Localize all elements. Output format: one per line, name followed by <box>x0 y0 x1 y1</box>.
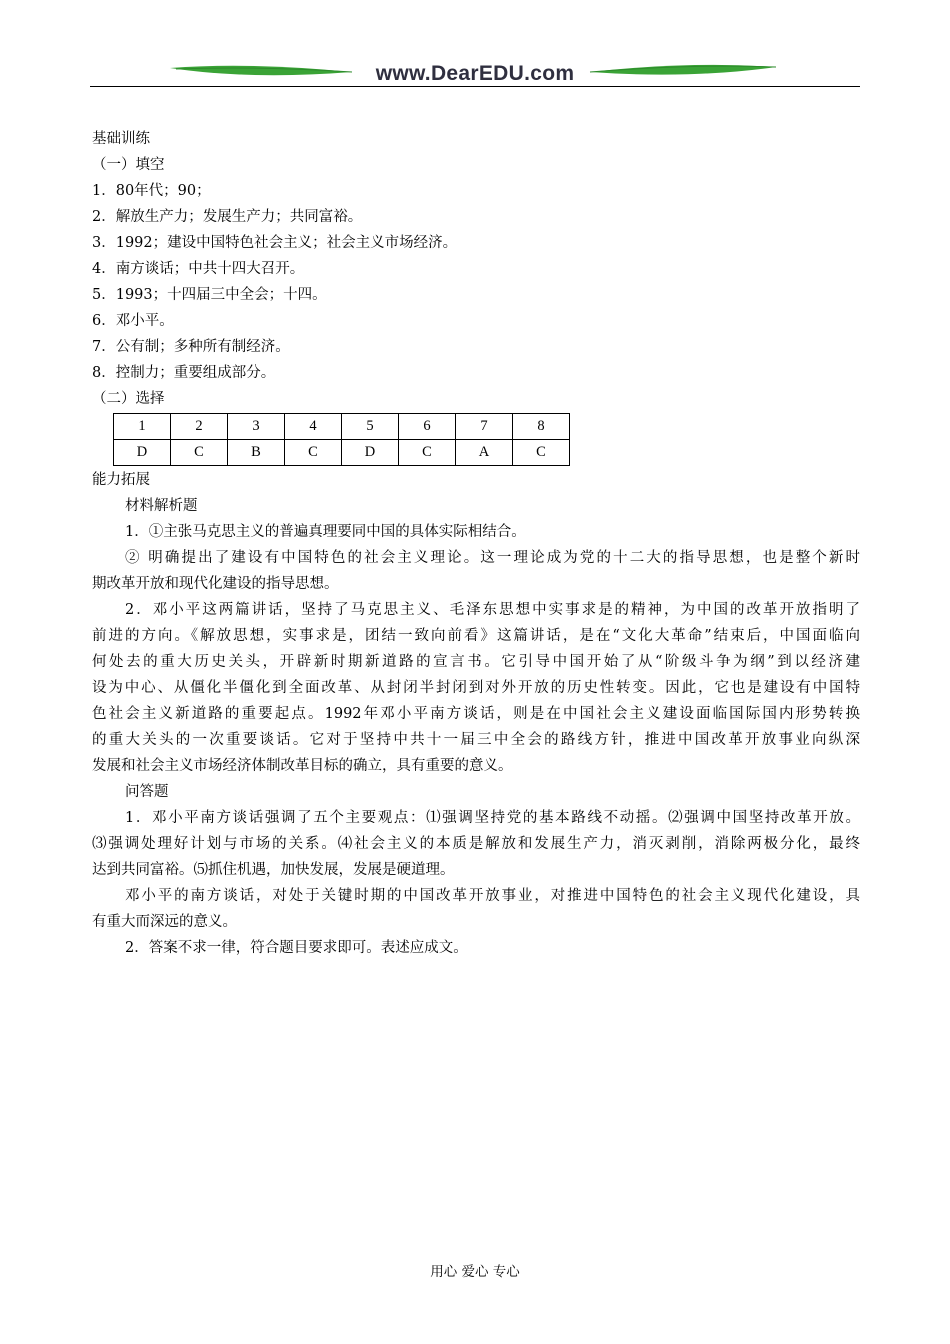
qa-title: 问答题 <box>125 784 169 800</box>
fill-item: 7．公有制；多种所有制经济。 <box>92 339 290 355</box>
choice-answer-table <box>113 413 570 466</box>
fill-item: 1．80年代；90； <box>92 183 211 199</box>
material-line: ② 明确提出了建设有中国特色的社会主义理论。这一理论成为党的十二大的指导思想，也是整个新时 <box>125 550 860 566</box>
material-line: 期改革开放和现代化建设的指导思想。 <box>92 576 339 592</box>
section-title-basic: 基础训练 <box>92 131 150 147</box>
material-line: 设为中心、从僵化半僵化到全面改革、从封闭半封闭到对外开放的历史性转变。因此，它也是建设有中国特 <box>92 680 860 696</box>
table-cell: C <box>399 440 456 466</box>
fill-item: 8．控制力；重要组成部分。 <box>92 365 276 381</box>
page-footer: 用心 爱心 专心 <box>430 1264 520 1280</box>
table-cell: C <box>513 440 570 466</box>
table-cell: D <box>114 440 171 466</box>
qa-line: 2．答案不求一律，符合题目要求即可。表述应成文。 <box>125 940 468 956</box>
material-line: 何处去的重大历史关头，开辟新时期新道路的宣言书。它引导中国开始了从“阶级斗争为纲”到以经济建 <box>92 654 860 670</box>
fill-item: 3．1992；建设中国特色社会主义；社会主义市场经济。 <box>92 235 458 251</box>
table-cell: A <box>456 440 513 466</box>
table-cell: 8 <box>513 414 570 440</box>
fill-item: 6．邓小平。 <box>92 313 174 329</box>
table-cell: 3 <box>228 414 285 440</box>
material-title: 材料解析题 <box>125 498 198 514</box>
document-body <box>92 126 860 961</box>
section-title-ability: 能力拓展 <box>92 472 150 488</box>
table-cell: C <box>285 440 342 466</box>
material-line: 1．①主张马克思主义的普遍真理要同中国的具体实际相结合。 <box>125 524 526 540</box>
fill-blank-title: （一）填空 <box>92 157 165 173</box>
table-cell: 4 <box>285 414 342 440</box>
table-cell: D <box>342 440 399 466</box>
header-rule <box>90 86 860 87</box>
qa-line: 有重大而深远的意义。 <box>92 914 237 930</box>
fill-item: 2．解放生产力；发展生产力；共同富裕。 <box>92 209 363 225</box>
site-url[interactable]: www.DearEDU.com <box>375 62 575 85</box>
table-cell: C <box>171 440 228 466</box>
qa-line: 1．邓小平南方谈话强调了五个主要观点：⑴强调坚持党的基本路线不动摇。⑵强调中国坚持改革开放。 <box>125 810 860 826</box>
table-cell: 2 <box>171 414 228 440</box>
table-row-numbers <box>114 414 570 440</box>
material-line: 2．邓小平这两篇讲话，坚持了马克思主义、毛泽东思想中实事求是的精神，为中国的改革开放指明了 <box>125 602 860 618</box>
table-row-answers <box>114 440 570 466</box>
table-cell: 1 <box>114 414 171 440</box>
material-line: 发展和社会主义市场经济体制改革目标的确立，具有重要的意义。 <box>92 758 513 774</box>
fill-item: 4．南方谈话；中共十四大召开。 <box>92 261 305 277</box>
choice-title: （二）选择 <box>92 391 165 407</box>
table-cell: 6 <box>399 414 456 440</box>
material-line: 色社会主义新道路的重要起点。1992年邓小平南方谈话，则是在中国社会主义建设面临国际国内形势转换 <box>92 706 860 722</box>
qa-line: 邓小平的南方谈话，对处于关键时期的中国改革开放事业，对推进中国特色的社会主义现代化建设，具 <box>125 888 860 904</box>
qa-line: ⑶强调处理好计划与市场的关系。⑷社会主义的本质是解放和发展生产力，消灭剥削，消除两极分化，最终 <box>92 836 860 852</box>
material-line: 的重大关头的一次重要谈话。它对于坚持中共十一届三中全会的路线方针，推进中国改革开放事业向纵深 <box>92 732 860 748</box>
table-cell: 7 <box>456 414 513 440</box>
fill-item: 5．1993；十四届三中全会；十四。 <box>92 287 327 303</box>
material-line: 前进的方向。《解放思想，实事求是，团结一致向前看》这篇讲话，是在“文化大革命”结束后，中国面临向 <box>92 628 860 644</box>
table-cell: 5 <box>342 414 399 440</box>
table-cell: B <box>228 440 285 466</box>
qa-line: 达到共同富裕。⑸抓住机遇，加快发展，发展是硬道理。 <box>92 862 455 878</box>
